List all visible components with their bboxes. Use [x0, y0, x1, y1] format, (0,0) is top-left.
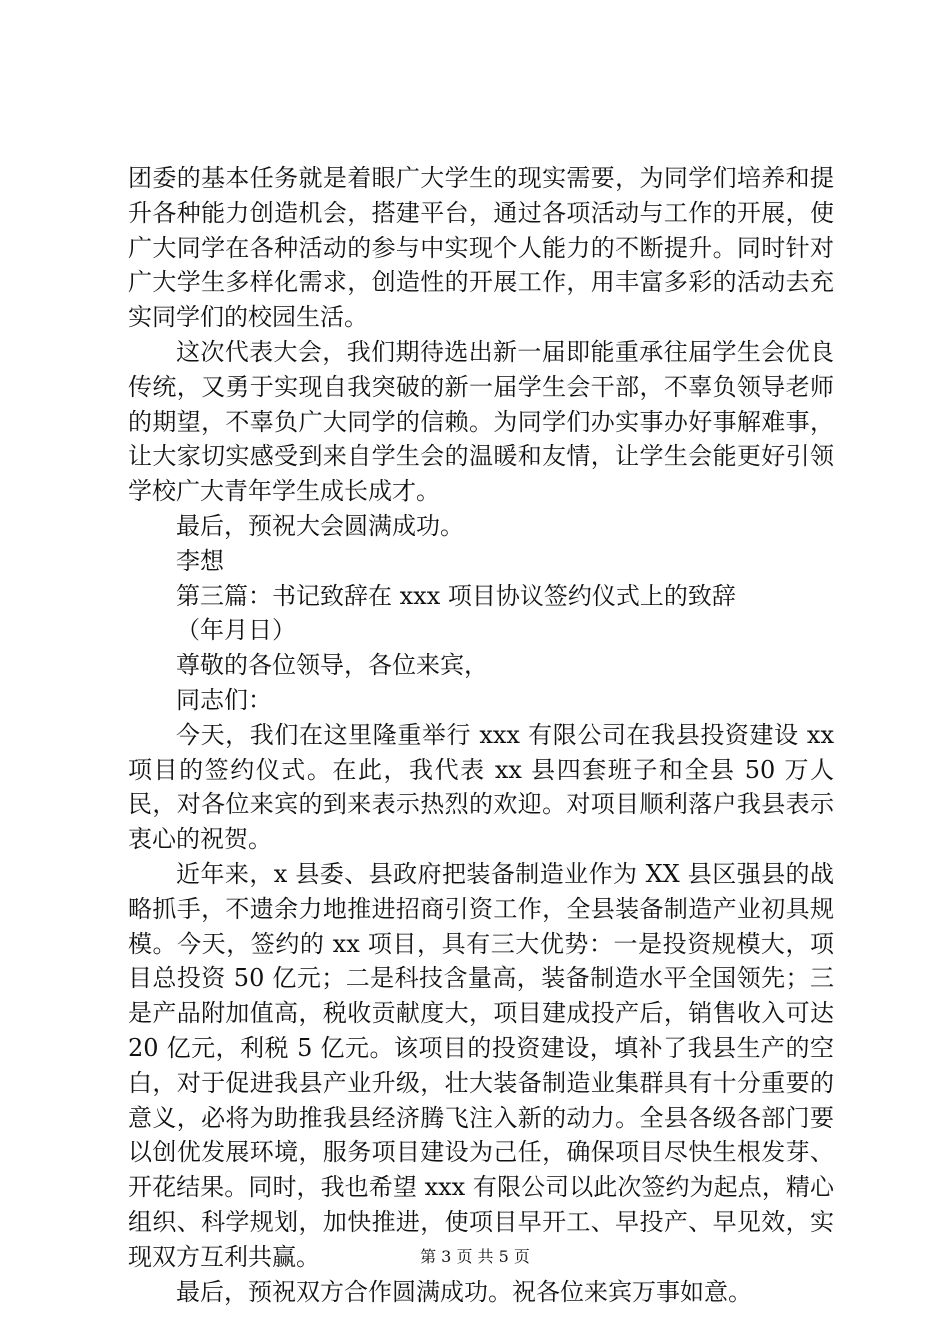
document-body [128, 161, 834, 1309]
paragraph-congress: 这次代表大会，我们期待选出新一届即能重承往届学生会优良传统，又勇于实现自我突破的新一届学生会干部，不辜负领导老师的期望，不辜负广大同学的信赖。为同学们办实事办好事解难事，让大家切实感受到来自学生会的温暖和友情，让学生会能更好引领学校广大青年学生成长成才。 [128, 337, 834, 506]
paragraph-intro: 团委的基本任务就是着眼广大学生的现实需要，为同学们培养和提升各种能力创造机会，搭建平台，通过各项活动与工作的开展，使广大同学在各种活动的参与中实现个人能力的不断提升。同时针对广大学生多样化需求，创造性的开展工作，用丰富多彩的活动去充实同学们的校园生活。 [128, 164, 834, 332]
date-line: （年月日） [176, 616, 296, 645]
paragraph-closing-wish: 最后，预祝大会圆满成功。 [176, 511, 464, 540]
section-heading: 第三篇：书记致辞在 xxx 项目协议签约仪式上的致辞 [176, 581, 736, 610]
salutation-line: 尊敬的各位领导，各位来宾， [176, 651, 488, 680]
signature-name: 李想 [176, 546, 224, 575]
paragraph-ceremony: 今天，我们在这里隆重举行 xxx 有限公司在我县投资建设 xx 项目的签约仪式。在此，我代表 xx 县四套班子和全县 50 万人民，对各位来宾的到来表示热烈的欢迎。对项目顺利落户我县表示衷心的祝贺。 [128, 720, 834, 854]
paragraph-project: 近年来，x 县委、县政府把装备制造业作为 XX 县区强县的战略抓手，不遗余力地推进招商引资工作，全县装备制造产业初具规模。今天，签约的 xx 项目，具有三大优势：一是投资规模大，项目总投资 50 亿元；二是科技含量高，装备制造水平全国领先；三是产品附加值高，税收贡献度大，项目建成投产后，销售收入可达 20 亿元，利税 5 亿元。该项目的投资建设，填补了我县生产的空白，对于促进我县产业升级，壮大装备制造业集群具有十分重要的意义，必将为助推我县经济腾飞注入新的动力。全县各级各部门要以创优发展环境，服务项目建设为己任，确保项目尽快生根发芽、开花结果。同时，我也希望 xxx 有限公司以此次签约为起点，精心组织、科学规划，加快推进，使项目早开工、早投产、早见效，实现双方互利共赢。 [128, 859, 834, 1271]
page-number-footer: 第 3 页 共 5 页 [420, 1247, 530, 1266]
salutation-comrades: 同志们： [176, 685, 272, 714]
paragraph-final-wish: 最后，预祝双方合作圆满成功。祝各位来宾万事如意。 [176, 1277, 752, 1306]
